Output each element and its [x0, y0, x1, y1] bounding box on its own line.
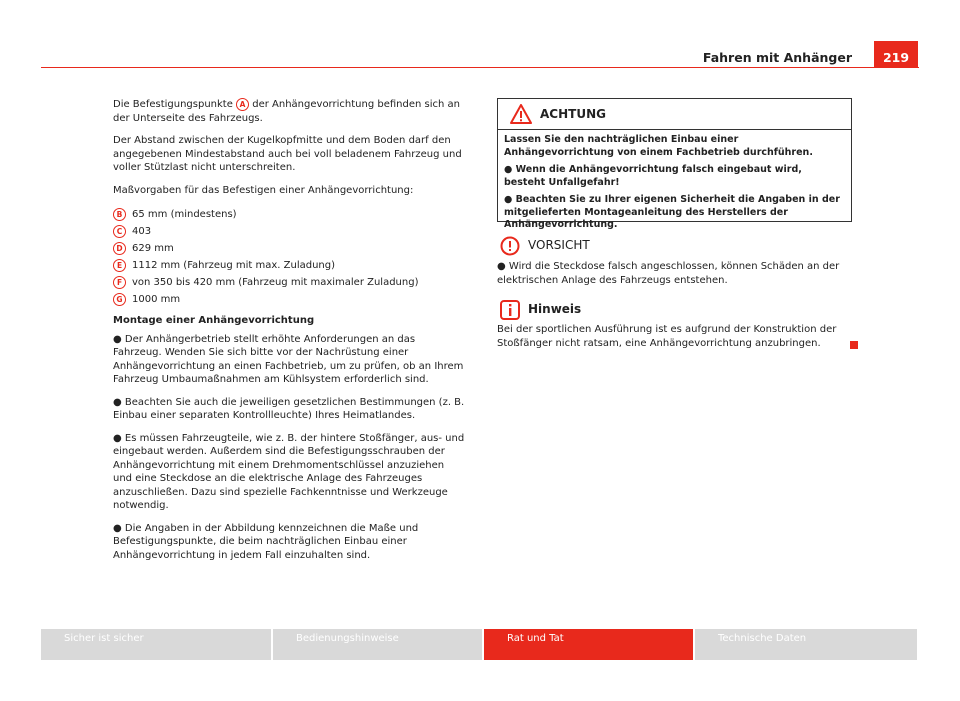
bullet-dot: ●: [113, 432, 125, 444]
mount-bullet: [113, 432, 465, 513]
warning-title: ACHTUNG: [540, 107, 606, 121]
marker-b: B: [113, 208, 126, 221]
header-rule: [41, 67, 919, 68]
bullet-text: Wenn die Anhängevorrichtung falsch eingebaut wird, besteht Unfallgefahr!: [504, 164, 802, 188]
caution-body: [497, 260, 855, 287]
intro-paragraph: [113, 98, 465, 125]
bullet-dot: ●: [113, 333, 125, 345]
caution-bullet: [497, 260, 855, 287]
bullet-text: Die Angaben in der Abbildung kennzeichnen die Maße und Befestigungspunkte, die beim nachträglichen Einbau einer Anhängevorrichtung in jedem Fall einzuhalten sind.: [113, 522, 419, 561]
warning-lead: Lassen Sie den nachträglichen Einbau einer Anhängevorrichtung von einem Fachbetrieb durchführen.: [504, 134, 813, 158]
warning-bullet: [504, 194, 845, 232]
note-text: Bei der sportlichen Ausführung ist es aufgrund der Konstruktion der Stoßfänger nicht ratsam, eine Anhängevorrichtung anzubringen.: [497, 324, 837, 349]
mount-bullet: [113, 522, 465, 563]
warning-box: [497, 98, 852, 230]
bullet-dot: ●: [497, 261, 509, 272]
info-icon: [500, 300, 520, 320]
marker-c: C: [113, 225, 126, 238]
dimension-row: [113, 274, 465, 291]
dimension-row: [113, 257, 465, 274]
marker-g: G: [113, 293, 126, 306]
warning-body: [498, 130, 851, 232]
warning-header: [498, 99, 851, 130]
dimension-value: 65 mm (mindestens): [132, 208, 237, 220]
bullet-text: Beachten Sie zu Ihrer eigenen Sicherheit die Angaben in der mitgelieferten Montageanleitung des Herstellers der Anhängevorrichtung.: [504, 194, 840, 230]
dimension-row: [113, 291, 465, 308]
warning-bullet: [504, 164, 845, 189]
marker-e: E: [113, 259, 126, 272]
dimension-value: 629 mm: [132, 242, 174, 254]
dimension-row: [113, 206, 465, 223]
dimension-list: [113, 206, 465, 308]
footer-tab-technische-daten[interactable]: Technische Daten: [695, 629, 917, 660]
bullet-text: Es müssen Fahrzeugteile, wie z. B. der hintere Stoßfänger, aus- und eingebaut werden. Außerdem sind die Befestigungsschrauben der Anhängevorrichtung mit einem Drehmomentschlüssel anzuziehen und eine Steckdose an die elektrische Anlage des Fahrzeuges anzuschließen. Dazu sind spezielle Fachkenntnisse und Werkzeuge notwendig.: [113, 432, 465, 511]
footer-tab-bedienung[interactable]: Bedienungshinweise: [273, 629, 482, 660]
bullet-dot: ●: [504, 164, 516, 175]
chapter-title: Fahren mit Anhänger: [702, 50, 852, 65]
dimension-value: 403: [132, 225, 152, 237]
footer-tab-rat-und-tat[interactable]: Rat und Tat: [484, 629, 693, 660]
warning-triangle-icon: [510, 104, 532, 124]
bullet-text: Beachten Sie auch die jeweiligen gesetzlichen Bestimmungen (z. B. Einbau einer separaten Kontrollleuchte) Ihres Heimatlandes.: [113, 396, 465, 421]
caution-header: [497, 235, 855, 257]
marker-d: D: [113, 242, 126, 255]
mount-bullet: [113, 333, 465, 387]
intro-text-pre: Die Befestigungspunkte: [113, 99, 233, 110]
caution-title: VORSICHT: [528, 238, 590, 253]
bullet-text: Wird die Steckdose falsch angeschlossen, können Schäden an der elektrischen Anlage des Fahrzeugs entstehen.: [497, 261, 840, 286]
footer-nav: [41, 629, 919, 660]
caution-icon: [500, 236, 520, 256]
distance-paragraph: Der Abstand zwischen der Kugelkopfmitte und dem Boden darf den angegebenen Mindestabstand auch bei voll beladenem Fahrzeug und voller Stützlast nicht unterschreiten.: [113, 135, 462, 173]
mount-bullet: [113, 396, 465, 423]
dimension-value: von 350 bis 420 mm (Fahrzeug mit maximaler Zuladung): [132, 276, 419, 288]
section-end-marker: [850, 341, 858, 349]
left-column: [113, 98, 465, 571]
mount-heading: Montage einer Anhängevorrichtung: [113, 315, 315, 326]
caution-section: [497, 235, 855, 287]
marker-a: A: [236, 98, 249, 111]
intro-text-post: der Anhängevorrichtung befinden sich an der Unterseite des Fahrzeugs.: [113, 99, 460, 124]
note-body: [497, 323, 855, 350]
marker-f: F: [113, 276, 126, 289]
bullet-dot: ●: [504, 194, 516, 205]
bullet-dot: ●: [113, 522, 125, 534]
dimension-row: [113, 223, 465, 240]
footer-tab-sicher[interactable]: Sicher ist sicher: [41, 629, 271, 660]
page-number: 219: [874, 41, 918, 68]
note-title: Hinweis: [528, 302, 582, 317]
specs-heading: Maßvorgaben für das Befestigen einer Anhängevorrichtung:: [113, 184, 414, 196]
dimension-value: 1000 mm: [132, 293, 181, 305]
dimension-row: [113, 240, 465, 257]
bullet-dot: ●: [113, 396, 125, 408]
note-section: [497, 299, 855, 350]
note-header: [497, 299, 855, 321]
bullet-text: Der Anhängerbetrieb stellt erhöhte Anforderungen an das Fahrzeug. Wenden Sie sich bitte vor der Nachrüstung einer Anhängevorrichtung an einen Fachbetrieb, um zu prüfen, ob an Ihrem Fahrzeug Umbaumaßnahmen am Kühlsystem erforderlich sind.: [113, 333, 464, 385]
dimension-value: 1112 mm (Fahrzeug mit max. Zuladung): [132, 259, 335, 271]
